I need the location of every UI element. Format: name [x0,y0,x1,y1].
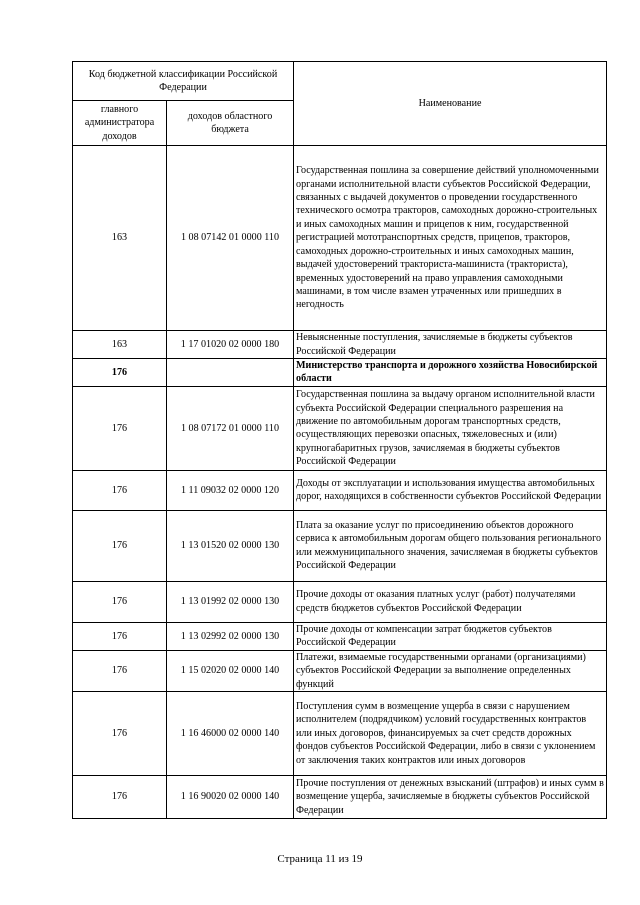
revenue-code-cell: 1 15 02020 02 0000 140 [167,650,294,691]
revenue-name-cell: Поступления сумм в возмещение ущерба в связи с нарушением исполнителем (подрядчиком) условий государственных контрактов или иных договоров, финансируемых за счет средств дорожных фондов субъектов Российской Федерации, либо в связи с уклонением от заключения таких контрактов или иных договоров [294,692,607,776]
revenue-name-cell: Министерство транспорта и дорожного хозяйства Новосибирской области [294,359,607,387]
table-row [73,146,607,331]
revenue-name-cell: Государственная пошлина за выдачу органом исполнительной власти субъекта Российской Федерации специального разрешения на движение по автомобильным дорогам транспортных средств, осуществляющих перевозки опасных, тяжеловесных и (или) крупногабаритных грузов, зачисляемая в бюджеты субъектов Российской Федерации [294,386,607,470]
revenue-code-cell: 1 13 01520 02 0000 130 [167,510,294,581]
table-row [73,581,607,622]
revenue-code-cell: 1 16 46000 02 0000 140 [167,692,294,776]
table-row [73,692,607,776]
revenue-code-cell: 1 13 01992 02 0000 130 [167,581,294,622]
revenue-code-cell: 1 08 07142 01 0000 110 [167,146,294,331]
revenue-name-cell: Платежи, взимаемые государственными органами (организациями) субъектов Российской Федерации за выполнение определенных функций [294,650,607,691]
revenue-code-cell: 1 13 02992 02 0000 130 [167,622,294,650]
revenue-code-cell: 1 16 90020 02 0000 140 [167,776,294,819]
header-name: Наименование [294,62,607,146]
admin-code-cell: 163 [73,146,167,331]
table-header-row [73,62,607,101]
revenue-name-cell: Невыясненные поступления, зачисляемые в бюджеты субъектов Российской Федерации [294,331,607,359]
table-row [73,386,607,470]
admin-code-cell: 176 [73,386,167,470]
table-row [73,470,607,510]
header-admin-code: главного администратора доходов [73,101,167,146]
table-row [73,650,607,691]
revenue-code-cell [167,359,294,387]
admin-code-cell: 163 [73,331,167,359]
page-number: Страница 11 из 19 [277,853,363,865]
revenue-code-cell: 1 17 01020 02 0000 180 [167,331,294,359]
admin-code-cell: 176 [73,581,167,622]
admin-code-cell: 176 [73,470,167,510]
table-row [73,622,607,650]
budget-classification-table [72,61,607,819]
revenue-name-cell: Прочие поступления от денежных взысканий (штрафов) и иных сумм в возмещение ущерба, зачисляемые в бюджеты субъектов Российской Федерации [294,776,607,819]
revenue-name-cell: Плата за оказание услуг по присоединению объектов дорожного сервиса к автомобильным дорогам общего пользования регионального или межмуниципального значения, зачисляемая в бюджеты субъектов Российской Федерации [294,510,607,581]
admin-code-cell: 176 [73,692,167,776]
table-body [73,146,607,819]
admin-code-cell: 176 [73,510,167,581]
admin-code-cell: 176 [73,650,167,691]
table-row [73,510,607,581]
revenue-name-cell: Государственная пошлина за совершение действий уполномоченными органами исполнительной власти субъектов Российской Федерации, связанных с выдачей документов о проведении государственного технического осмотра тракторов, самоходных дорожно-строительных и иных самоходных машин и прицепов к ним, государственной регистрацией мототранспортных средств, прицепов, тракторов, самоходных дорожно-строительных и иных самоходных машин, выдачей удостоверений тракториста-машиниста (тракториста), временных удостоверений на право управления самоходными машинами, в том числе взамен утраченных или пришедших в негодность [294,146,607,331]
table-row [73,776,607,819]
table-row [73,331,607,359]
revenue-name-cell: Прочие доходы от компенсации затрат бюджетов субъектов Российской Федерации [294,622,607,650]
revenue-name-cell: Прочие доходы от оказания платных услуг (работ) получателями средств бюджетов субъектов Российской Федерации [294,581,607,622]
revenue-code-cell: 1 08 07172 01 0000 110 [167,386,294,470]
table-row [73,359,607,387]
revenue-code-cell: 1 11 09032 02 0000 120 [167,470,294,510]
revenue-name-cell: Доходы от эксплуатации и использования имущества автомобильных дорог, находящихся в собственности субъектов Российской Федерации [294,470,607,510]
header-classification-code: Код бюджетной классификации Российской Федерации [73,62,294,101]
admin-code-cell: 176 [73,359,167,387]
header-revenue-code: доходов областного бюджета [167,101,294,146]
admin-code-cell: 176 [73,622,167,650]
admin-code-cell: 176 [73,776,167,819]
